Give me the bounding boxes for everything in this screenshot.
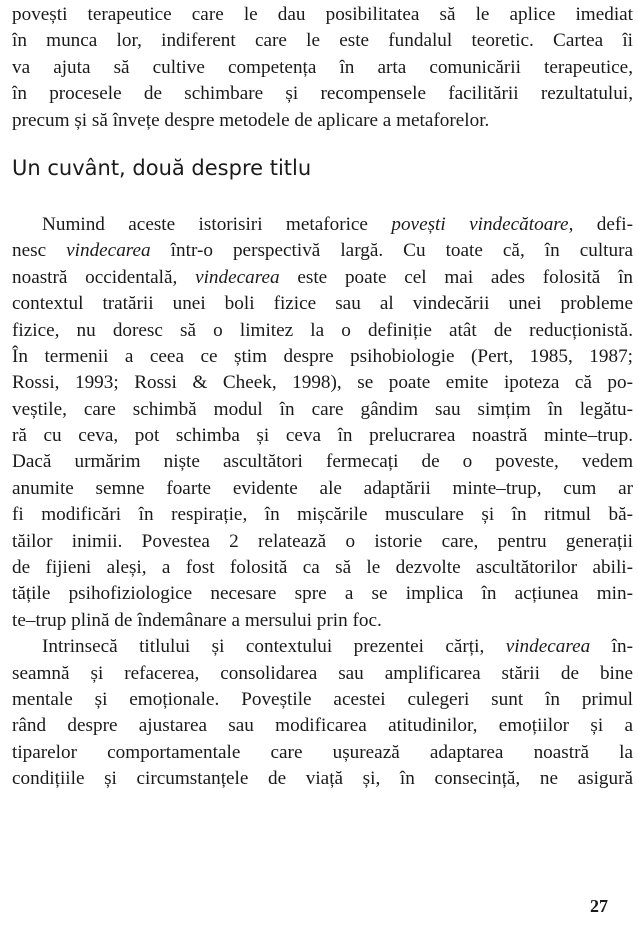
text-line: tiparelor comportamentale care ușurează adaptarea noastră la [12,741,633,763]
text-line: fizice, nu doresc să o limitez la o definiție atât de reducționistă. [12,319,633,341]
text-line: anumite semne foarte evidente ale adaptării minte–trup, cum ar [12,477,633,499]
text-line: tățile psihofiziologice necesare spre a se implica în acțiunea min- [12,583,633,605]
text-line: condițiile și circumstanțele de viață și, în consecință, ne asigură [12,768,633,790]
text-line: contextul tratării unei boli fizice sau al vindecării unei probleme [12,293,633,315]
text-line: în munca lor, indiferent care le este fundalul teoretic. Cartea îi [12,30,633,52]
text-line: va ajuta să cultive competența în arta comunicării terapeutice, [12,56,633,78]
page-number: 27 [590,896,608,916]
text-line: mentale și emoționale. Poveștile acestei culegeri sunt în primul [12,688,633,710]
italic-term: vindecarea [195,266,280,288]
section-heading: Un cuvânt, două despre titlu [12,155,312,180]
italic-term: vindecarea [505,636,591,658]
text-line: În termenii a ceea ce știm despre psihobiologie (Pert, 1985, 1987; [12,345,633,367]
text-line: Dacă urmărim niște ascultători fermecați de o poveste, vedem [12,451,633,473]
text-line: în procesele de schimbare și recompensele facilitării rezultatului, [12,83,633,105]
text-line: te–trup plină de îndemânare a mersului prin foc. [12,609,382,631]
text-line: Rossi, 1993; Rossi & Cheek, 1998), se poate emite ipoteza că po- [12,372,633,394]
paragraph-1 [12,212,633,634]
italic-term: povești vindecătoare [391,213,569,235]
text-line: ră cu ceva, pot schimba și ceva în prelucrarea noastră minte–trup. [12,425,633,447]
text-line: veștile, care schimbă modul în care gândim sau simțim în legătu- [12,398,633,420]
text-line: Numind aceste istorisiri metaforice povești vindecătoare, defi- [42,213,633,235]
text-line: fi modificări în respirație, în mișcările musculare și în ritmul bă- [12,504,633,526]
paragraph-2 [12,634,633,792]
text-line: noastră occidentală, vindecarea este poate cel mai ades folosită în [12,266,633,288]
italic-term: vindecarea [66,240,151,262]
text-line: nesc vindecarea într-o perspectivă largă. Cu toate că, în cultura [12,240,633,262]
text-line: povești terapeutice care le dau posibilitatea să le aplice imediat [12,4,633,25]
text-line: tăilor inimii. Povestea 2 relatează o istorie care, pentru generații [12,530,633,552]
text-line: de fijieni aleși, a fost folosită ca să le dezvolte ascultătorilor abili- [12,557,633,579]
paragraph-top [12,2,633,134]
text-line: Intrinsecă titlului și contextului prezentei cărți, vindecarea în- [42,636,633,658]
text-line: seamnă și refacerea, consolidarea sau amplificarea stării de bine [12,662,633,684]
text-line: precum și să învețe despre metodele de aplicare a metaforelor. [12,109,490,131]
text-line: rând despre ajustarea sau modificarea atitudinilor, emoțiilor și a [12,715,633,737]
page-content [12,2,633,793]
